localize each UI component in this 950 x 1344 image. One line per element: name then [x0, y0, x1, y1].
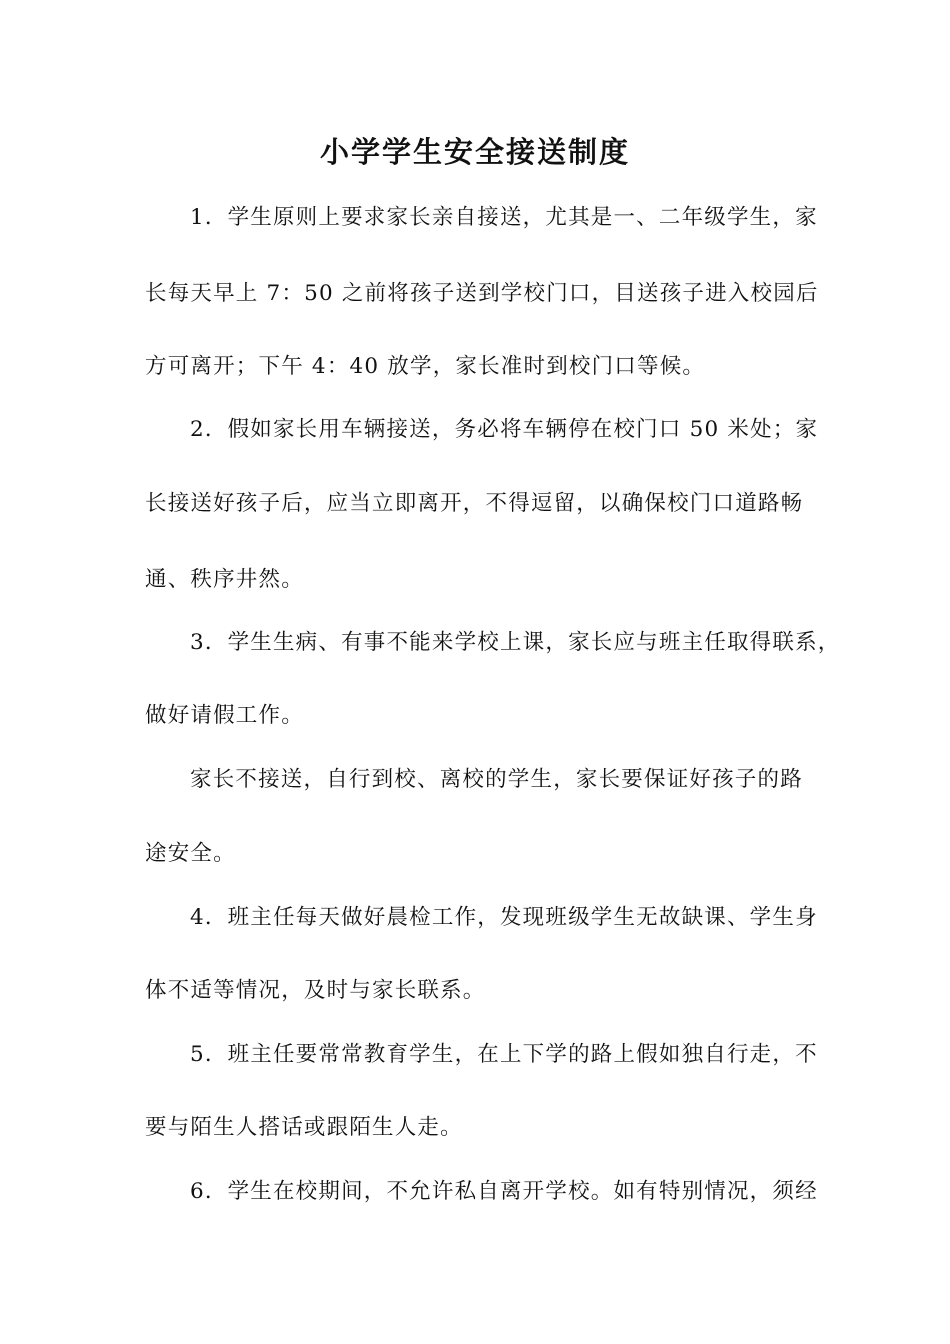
paragraph-1-line-1: 1．学生原则上要求家长亲自接送，尤其是一、二年级学生，家: [190, 205, 818, 230]
paragraph-3-line-2: 做好请假工作。: [145, 703, 304, 728]
paragraph-6-line-2: 要与陌生人搭话或跟陌生人走。: [145, 1115, 463, 1140]
paragraph-3-line-1: 3．学生生病、有事不能来学校上课，家长应与班主任取得联系，: [190, 630, 841, 655]
paragraph-4-line-2: 途安全。: [145, 841, 236, 866]
paragraph-2-line-3: 通、秩序井然。: [145, 567, 304, 592]
paragraph-5-line-1: 4．班主任每天做好晨检工作，发现班级学生无故缺课、学生身: [190, 905, 818, 930]
paragraph-4-line-1: 家长不接送，自行到校、离校的学生，家长要保证好孩子的路: [190, 767, 803, 792]
paragraph-5-line-2: 体不适等情况，及时与家长联系。: [145, 978, 486, 1003]
paragraph-6-line-1: 5．班主任要常常教育学生，在上下学的路上假如独自行走，不: [190, 1042, 818, 1067]
paragraph-1-line-2: 长每天早上 7：50 之前将孩子送到学校门口，目送孩子进入校园后: [145, 281, 819, 306]
paragraph-1-line-3: 方可离开；下午 4：40 放学，家长准时到校门口等候。: [145, 354, 706, 379]
paragraph-2-line-2: 长接送好孩子后，应当立即离开，不得逗留，以确保校门口道路畅: [145, 491, 804, 516]
paragraph-7-line-1: 6．学生在校期间，不允许私自离开学校。如有特别情况，须经: [190, 1179, 818, 1204]
document-title: 小学学生安全接送制度: [319, 135, 630, 169]
paragraph-2-line-1: 2．假如家长用车辆接送，务必将车辆停在校门口 50 米处；家: [190, 417, 819, 442]
